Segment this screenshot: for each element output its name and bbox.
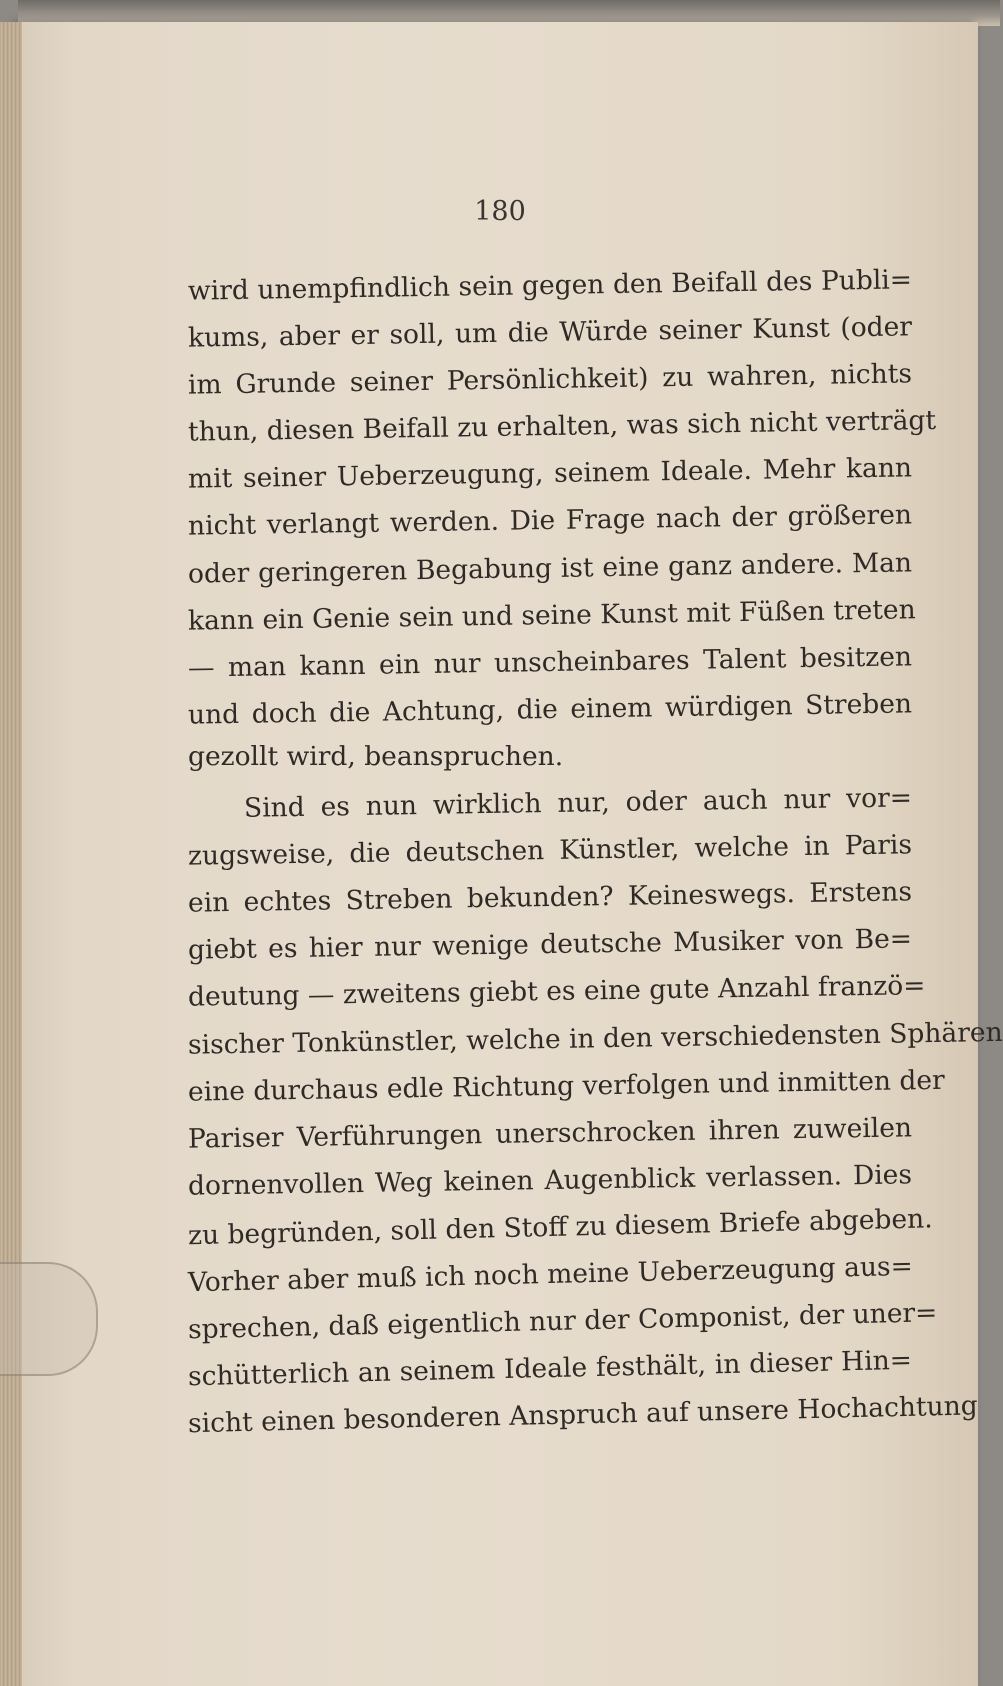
text-line: mit seiner Ueberzeugung, seinem Ideale. Mehr kann xyxy=(187,452,913,496)
thumb-shadow xyxy=(0,1262,98,1376)
text-line: sischer Tonkünstler, welche in den verschiedensten Sphären xyxy=(187,1016,1003,1061)
text-line: zu begründen, soll den Stoff zu diesem Briefe abgeben. xyxy=(187,1203,933,1252)
text-line: nicht verlangt werden. Die Frage nach der größeren xyxy=(187,499,913,543)
text-line: sicht einen besonderen Anspruch auf unsere Hochachtung xyxy=(187,1390,979,1440)
text-line: Pariser Verführungen unerschrocken ihren zuweilen xyxy=(187,1112,913,1155)
text-line: dornenvollen Weg keinen Augenblick verlassen. Dies xyxy=(187,1159,913,1202)
text-line: wird unempfindlich sein gegen den Beifall des Publi= xyxy=(187,264,913,307)
text-line: Sind es nun wirklich nur, oder auch nur vor= xyxy=(243,782,913,824)
body-text xyxy=(187,262,1003,1440)
text-line: zugsweise, die deutschen Künstler, welche in Paris xyxy=(187,829,913,872)
text-line: gezollt wird, beanspruchen. xyxy=(188,740,564,772)
text-line: schütterlich an seinem Ideale festhält, in dieser Hin= xyxy=(187,1344,913,1393)
text-line: ein echtes Streben bekunden? Keineswegs. Erstens xyxy=(187,876,913,919)
page-number: 180 xyxy=(474,196,526,227)
text-line: kann ein Genie sein und seine Kunst mit Füßen treten xyxy=(187,593,916,637)
text-line: sprechen, daß eigentlich nur der Componist, der uner= xyxy=(187,1297,938,1346)
text-line: Vorher aber muß ich noch meine Ueberzeugung aus= xyxy=(187,1250,914,1299)
text-line: und doch die Achtung, die einem würdigen Streben xyxy=(187,688,913,731)
text-line: giebt es hier nur wenige deutsche Musiker von Be= xyxy=(187,923,913,966)
text-line: eine durchaus edle Richtung verfolgen und inmitten der xyxy=(187,1064,945,1108)
text-line: kums, aber er soll, um die Würde seiner Kunst (oder xyxy=(187,311,913,354)
page-edge xyxy=(0,22,22,1686)
text-line: — man kann ein nur unscheinbares Talent besitzen xyxy=(187,641,913,684)
text-line: im Grunde seiner Persönlichkeit) zu wahren, nichts xyxy=(187,358,913,401)
text-line: thun, diesen Beifall zu erhalten, was sich nicht verträgt xyxy=(187,405,937,448)
text-line: oder geringeren Begabung ist eine ganz andere. Man xyxy=(187,546,913,590)
text-line: deutung — zweitens giebt es eine gute Anzahl franzö= xyxy=(187,970,926,1014)
